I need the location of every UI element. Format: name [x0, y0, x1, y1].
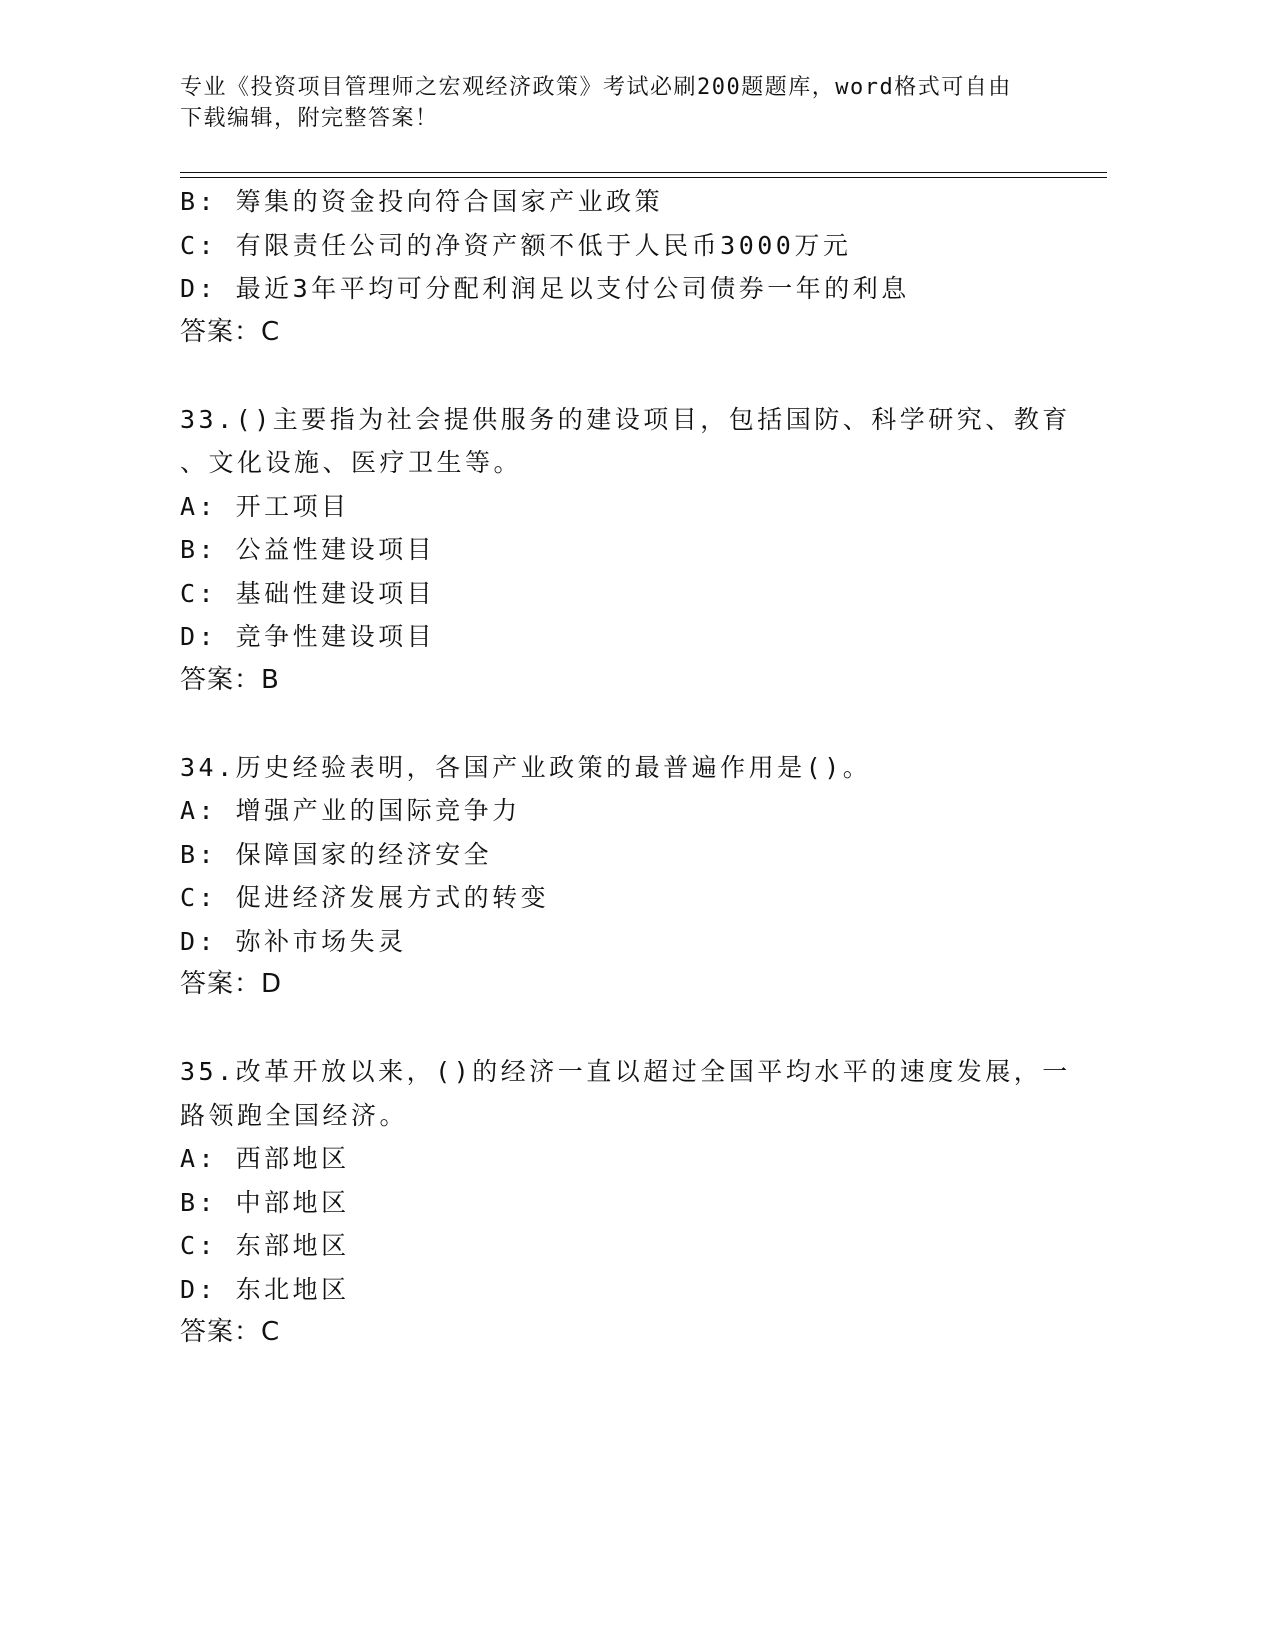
- question-list: [180, 180, 1071, 1355]
- question-stem-line-2: 、文化设施、医疗卫生等。: [180, 448, 523, 477]
- option-a: A: 增强产业的国际竞争力: [180, 796, 521, 825]
- spacer: [180, 702, 1060, 746]
- option-d: D: 最近3年平均可分配利润足以支付公司债券一年的利息: [180, 274, 910, 303]
- option-a: A: 西部地区: [180, 1144, 350, 1173]
- answer: 答案：C: [180, 1317, 281, 1347]
- option-b: B: 公益性建设项目: [180, 535, 436, 564]
- option-b: B: 中部地区: [180, 1187, 350, 1217]
- header-title-line-2: 下载编辑，附完整答案！: [180, 106, 439, 131]
- option-d: D: 弥补市场失灵: [180, 926, 407, 956]
- document-header: [180, 72, 1060, 134]
- answer: 答案：B: [180, 664, 280, 695]
- question-stem-line-2: 路领跑全国经济。: [180, 1100, 409, 1130]
- question-stem-line-1: 33.()主要指为社会提供服务的建设项目，包括国防、科学研究、教育: [180, 404, 1071, 434]
- option-c: C: 促进经济发展方式的转变: [180, 883, 550, 912]
- option-d: D: 东北地区: [180, 1274, 350, 1304]
- question-stem-line-1: 34.历史经验表明，各国产业政策的最普遍作用是()。: [180, 752, 872, 782]
- question-35: [180, 1050, 1071, 1355]
- answer: 答案：D: [180, 969, 283, 999]
- spacer: [180, 354, 1060, 398]
- option-b: B: 筹集的资金投向符合国家产业政策: [180, 187, 664, 216]
- option-c: C: 东部地区: [180, 1231, 350, 1260]
- header-title-line-1: 专业《投资项目管理师之宏观经济政策》考试必刷200题题库，word格式可自由: [180, 75, 1012, 100]
- answer: 答案：C: [180, 316, 281, 347]
- question-stem-line-1: 35.改革开放以来，()的经济一直以超过全国平均水平的速度发展，一: [180, 1057, 1071, 1086]
- option-c: C: 基础性建设项目: [180, 578, 436, 608]
- option-d: D: 竞争性建设项目: [180, 622, 436, 651]
- option-c: C: 有限责任公司的净资产额不低于人民币3000万元: [180, 230, 852, 260]
- header-rule-bottom: [180, 177, 1107, 178]
- spacer: [180, 1007, 1060, 1051]
- question-32-tail: [180, 180, 1060, 354]
- option-b: B: 保障国家的经济安全: [180, 839, 493, 869]
- header-rule-top: [180, 172, 1107, 173]
- question-34: [180, 746, 1060, 1007]
- question-33: [180, 398, 1071, 703]
- option-a: A: 开工项目: [180, 491, 350, 521]
